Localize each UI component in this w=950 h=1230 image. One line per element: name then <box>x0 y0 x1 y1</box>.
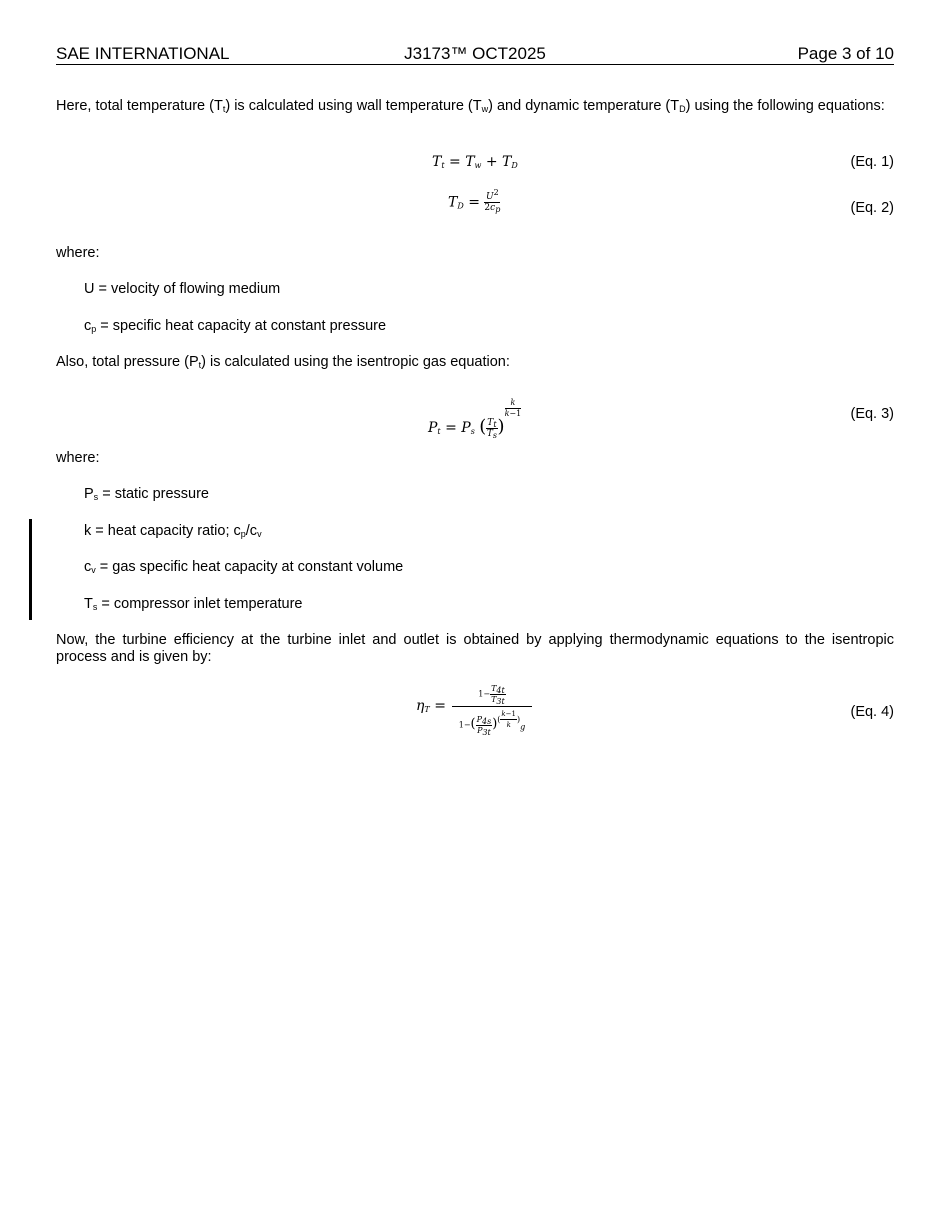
header-page-number: Page 3 of 10 <box>797 44 894 63</box>
definition-k: k = heat capacity ratio; $c_p/c_v$ <box>84 523 262 539</box>
where-label-2: where: <box>56 450 100 466</box>
definition-ts: $T_s$ = compressor inlet temperature <box>84 596 303 612</box>
header-organization: SAE INTERNATIONAL <box>56 44 230 63</box>
where-label-1: where: <box>56 245 100 261</box>
equation-1 <box>0 154 950 194</box>
definition-cv: $c_v$ = gas specific heat capacity at constant volume <box>84 559 404 575</box>
definition-cp: $c_p$ = specific heat capacity at constant pressure <box>84 318 387 334</box>
definition-u: U = velocity of flowing medium <box>84 281 281 297</box>
page-header <box>56 44 894 65</box>
equation-3-formula: $P_t = P_s$ ( $\frac{T_t}{T_s}$ ) $\frac{k}{k-1}$ <box>428 398 522 440</box>
equation-3-label: (Eq. 3) <box>850 406 894 422</box>
turbine-efficiency-paragraph: Now, the turbine efficiency at the turbine inlet and outlet is obtained by applying thermodynamic equations to the isentropic process and is given by: <box>56 632 894 665</box>
equation-4 <box>0 684 950 744</box>
equation-1-label: (Eq. 1) <box>850 154 894 170</box>
equation-1-formula: $T_t = T_w + T_D$ <box>432 154 518 170</box>
revision-change-bar <box>29 519 32 620</box>
equation-4-fraction: 1− $\frac{T_{4t}}{T_{3t}}$ 1−( $\frac{P_{4s}}{P_{3t}}$ )( $\frac{k-1}{k}$ )$_g$ <box>452 684 532 736</box>
equation-2 <box>0 188 950 232</box>
equation-4-formula: $\eta_T$ = <box>416 698 446 714</box>
equation-2-label: (Eq. 2) <box>850 200 894 216</box>
equation-2-formula: $T_D$ = $\frac{U^2}{2c_p}$ <box>448 188 501 214</box>
pressure-paragraph: Also, total pressure $(P_t)$ is calculated using the isentropic gas equation: <box>56 354 510 370</box>
equation-3 <box>0 390 950 440</box>
definition-ps: $P_s$ = static pressure <box>84 486 209 502</box>
header-document-id: J3173™ OCT2025 <box>404 44 546 63</box>
equation-4-label: (Eq. 4) <box>850 704 894 720</box>
intro-paragraph: Here, total temperature $(T_t)$ is calculated using wall temperature $(T_w)$ and dynamic temperature $(T_D)$ using the following equations: <box>56 98 885 114</box>
